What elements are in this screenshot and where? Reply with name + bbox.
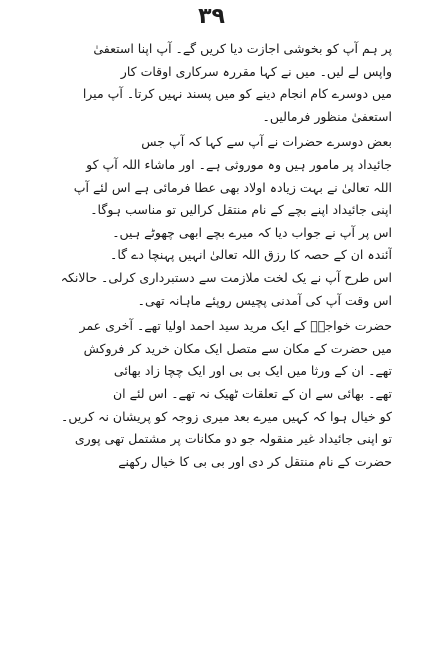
page-number: ۳۹ [198,4,225,29]
text-line: پر ہم آپ کو بخوشی اجازت دیا کریں گے۔ آپ اپنا استعفیٰ [93,41,392,56]
text-line: آئندہ ان کے حصہ کا رزق اللہ تعالیٰ انہیں پہنچا دے گا۔ [110,247,392,263]
text-line: اللہ تعالیٰ نے بہت زیادہ اولاد بھی عطا فرمائی ہے اس لئے آپ [73,179,392,195]
text-line: کو خیال ہوا کہ کہیں میرے بعد میری زوجہ کو پریشان نہ کریں۔ [61,408,392,424]
text-line: واپس لے لیں۔ میں نے کہا مقررہ سرکاری اوقات کار [120,63,392,79]
text-line: حضرت خواجہؒ کے ایک مرید سید احمد اولیا تھے۔ آخری عمر [79,318,392,334]
text-line: اس پر آپ نے جواب دیا کہ میرے بچے ابھی چھوٹے ہیں۔ [112,224,392,240]
text-line: جائیداد پر مامور ہیں وہ موروثی ہے۔ اور ماشاء اللہ آپ کو [86,156,392,172]
text-line: میں حضرت کے مکان سے متصل ایک مکان خرید کر فروکش [83,340,392,356]
text-line: استعفیٰ منظور فرمالیں۔ [262,108,392,124]
text-line: اس وقت آپ کی آمدنی پچیس روپئے ماہانہ تھی۔ [137,292,392,308]
text-line: تو اپنی جائیداد غیر منقولہ جو دو مکانات پر مشتمل تھی پوری [74,431,392,447]
paragraph-1 [44,38,392,128]
text-line: اپنی جائیداد اپنے بچے کے نام منتقل کرالیں تو مناسب ہوگا۔ [90,202,392,218]
text-line: میں دوسرے کام انجام دینے کو میں پسند نہیں کرتا۔ آپ میرا [82,86,392,102]
text-line: اس طرح آپ نے یک لخت ملازمت سے دستبرداری کرلی۔ حالانکہ [60,269,392,285]
paragraph-3 [44,315,392,473]
text-line: تھے۔ ان کے ورثا میں ایک بی بی اور ایک چچا زاد بھائی [113,363,392,379]
text-line: حضرت کے نام منتقل کر دی اور بی بی کا خیال رکھنے [118,453,392,469]
text-line: تھے۔ بھائی سے ان کے تعلقات ٹھیک نہ تھے۔ اس لئے ان [113,385,392,401]
paragraph-2 [44,131,392,312]
body-text [44,38,392,473]
text-line: بعض دوسرے حضرات نے آپ سے کہا کہ آپ جس [141,134,392,150]
